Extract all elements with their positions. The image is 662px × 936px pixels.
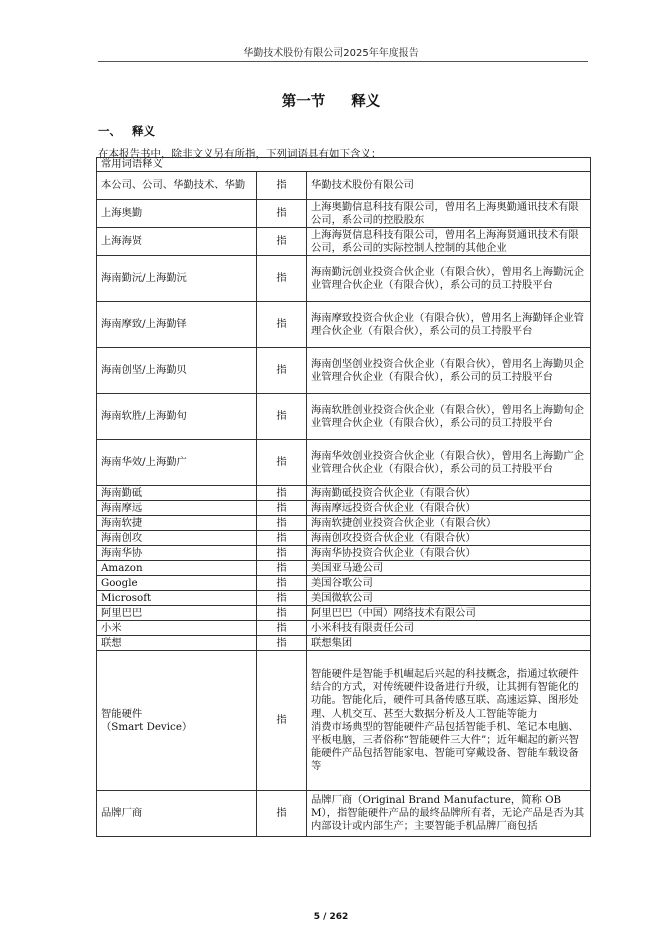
separator-cell: 指 [257,606,307,621]
separator-cell: 指 [257,501,307,516]
section-number: 第一节 [281,94,326,110]
definition-cell: 海南摩致投资合伙企业（有限合伙），曾用名上海勤铎企业管理合伙企业（有限合伙），系公司的员工持股平台 [307,302,591,348]
term-cell: 小米 [97,621,257,636]
report-header: 华勤技术股份有限公司2025年年度报告 [243,48,419,59]
separator-cell: 指 [257,256,307,302]
table-row [97,791,591,837]
term-cell: 海南华效/上海勤广 [97,440,257,486]
term-cell [97,651,257,791]
term-cell: Amazon [97,561,257,576]
term-cell: Microsoft [97,591,257,606]
table-row [97,531,591,546]
separator-cell: 指 [257,621,307,636]
definition-cell: 联想集团 [307,636,591,651]
definition-cell: 海南勤砥投资合伙企业（有限合伙） [307,486,591,501]
intro-text: 在本报告书中，除非文义另有所指，下列词语具有如下含义： [98,148,382,160]
definition-cell [307,651,591,791]
separator-cell: 指 [257,561,307,576]
term-cell: 海南摩远 [97,501,257,516]
term-cell: 海南软捷 [97,516,257,531]
separator-cell: 指 [257,228,307,256]
separator-cell: 指 [257,651,307,791]
table-row [97,606,591,621]
separator-cell: 指 [257,546,307,561]
term-cell: 联想 [97,636,257,651]
table-row [97,591,591,606]
term-cell: 上海海贤 [97,228,257,256]
table-row [97,546,591,561]
separator-cell: 指 [257,486,307,501]
term-cell: 海南软胜/上海勤旬 [97,394,257,440]
table-row [97,636,591,651]
definitions-table [96,157,591,837]
definition-cell: 海南软胜创业投资合伙企业（有限合伙），曾用名上海勤旬企业管理合伙企业（有限合伙），系公司的员工持股平台 [307,394,591,440]
term-cell: 海南摩致/上海勤铎 [97,302,257,348]
term-cell: Google [97,576,257,591]
page-number: 5 / 262 [313,912,349,922]
subsection-heading [98,123,155,139]
separator-cell: 指 [257,791,307,837]
definition-cell: 品牌厂商（Original Brand Manufacture，简称 OBM），指智能硬件产品的最终品牌所有者，无论产品是否为其内部设计或内部生产；主要智能手机品牌厂商包括 [307,791,591,837]
table-row [97,256,591,302]
definition-paragraph: 消费市场典型的智能硬件产品包括智能手机、笔记本电脑、平板电脑，三者俗称“智能硬件三大件”；近年崛起的新兴智能硬件产品包括智能家电、智能可穿戴设备、智能车载设备等 [311,720,579,773]
definition-cell: 上海海贤信息科技有限公司，曾用名上海海贤通讯技术有限公司，系公司的实际控制人控制的其他企业 [307,228,591,256]
separator-cell: 指 [257,200,307,228]
header-divider [98,61,588,62]
definition-cell: 美国谷歌公司 [307,576,591,591]
separator-cell: 指 [257,348,307,394]
table-category: 常用词语释义 [97,158,591,172]
definition-cell: 海南华效创业投资合伙企业（有限合伙），曾用名上海勤广企业管理合伙企业（有限合伙），系公司的员工持股平台 [307,440,591,486]
separator-cell: 指 [257,591,307,606]
section-name: 释义 [351,94,381,110]
table-row [97,394,591,440]
table-row [97,228,591,256]
separator-cell: 指 [257,636,307,651]
separator-cell: 指 [257,576,307,591]
definition-cell: 海南创攻投资合伙企业（有限合伙） [307,531,591,546]
term-cell: 海南创坚/上海勤贝 [97,348,257,394]
table-row [97,561,591,576]
term-cell: 阿里巴巴 [97,606,257,621]
table-row [97,200,591,228]
term-cell: 海南勤砥 [97,486,257,501]
term-cell: 上海奥勤 [97,200,257,228]
section-title [0,90,662,111]
term-cell: 海南创攻 [97,531,257,546]
separator-cell: 指 [257,516,307,531]
table-row [97,516,591,531]
definition-paragraph: 智能硬件是智能手机崛起后兴起的科技概念，指通过软硬件结合的方式，对传统硬件设备进行升级，让其拥有智能化的功能。智能化后，硬件可具备传感互联、高速运算、图形处理、人机交互、甚至大数据分析及人工智能等能力 [311,667,579,720]
separator-cell: 指 [257,440,307,486]
table-row [97,486,591,501]
separator-cell: 指 [257,531,307,546]
term-line: （Smart Device） [101,720,193,733]
term-cell: 品牌厂商 [97,791,257,837]
term-line: 智能硬件 [101,707,143,720]
table-category-row [97,158,591,172]
table-row [97,501,591,516]
definition-cell: 海南摩远投资合伙企业（有限合伙） [307,501,591,516]
definition-cell: 海南创坚创业投资合伙企业（有限合伙），曾用名上海勤贝企业管理合伙企业（有限合伙），系公司的员工持股平台 [307,348,591,394]
definition-cell: 海南软捷创业投资合伙企业（有限合伙） [307,516,591,531]
definition-cell: 海南华协投资合伙企业（有限合伙） [307,546,591,561]
table-row [97,576,591,591]
table-row [97,621,591,636]
table-row [97,302,591,348]
term-cell: 海南勤沅/上海勤沅 [97,256,257,302]
table-row [97,440,591,486]
definition-cell: 海南勤沅创业投资合伙企业（有限合伙），曾用名上海勤沅企业管理合伙企业（有限合伙），系公司的员工持股平台 [307,256,591,302]
definition-cell: 美国微软公司 [307,591,591,606]
separator-cell: 指 [257,172,307,200]
separator-cell: 指 [257,302,307,348]
table-row [97,651,591,791]
table-row [97,172,591,200]
definition-cell: 小米科技有限责任公司 [307,621,591,636]
definition-cell: 美国亚马逊公司 [307,561,591,576]
subsection-number: 一、 [98,124,121,138]
table-row [97,348,591,394]
definition-cell: 华勤技术股份有限公司 [307,172,591,200]
definition-cell: 阿里巴巴（中国）网络技术有限公司 [307,606,591,621]
separator-cell: 指 [257,394,307,440]
term-cell: 本公司、公司、华勤技术、华勤 [97,172,257,200]
subsection-title: 释义 [132,124,155,138]
definition-cell: 上海奥勤信息科技有限公司，曾用名上海奥勤通讯技术有限公司，系公司的控股股东 [307,200,591,228]
term-cell: 海南华协 [97,546,257,561]
